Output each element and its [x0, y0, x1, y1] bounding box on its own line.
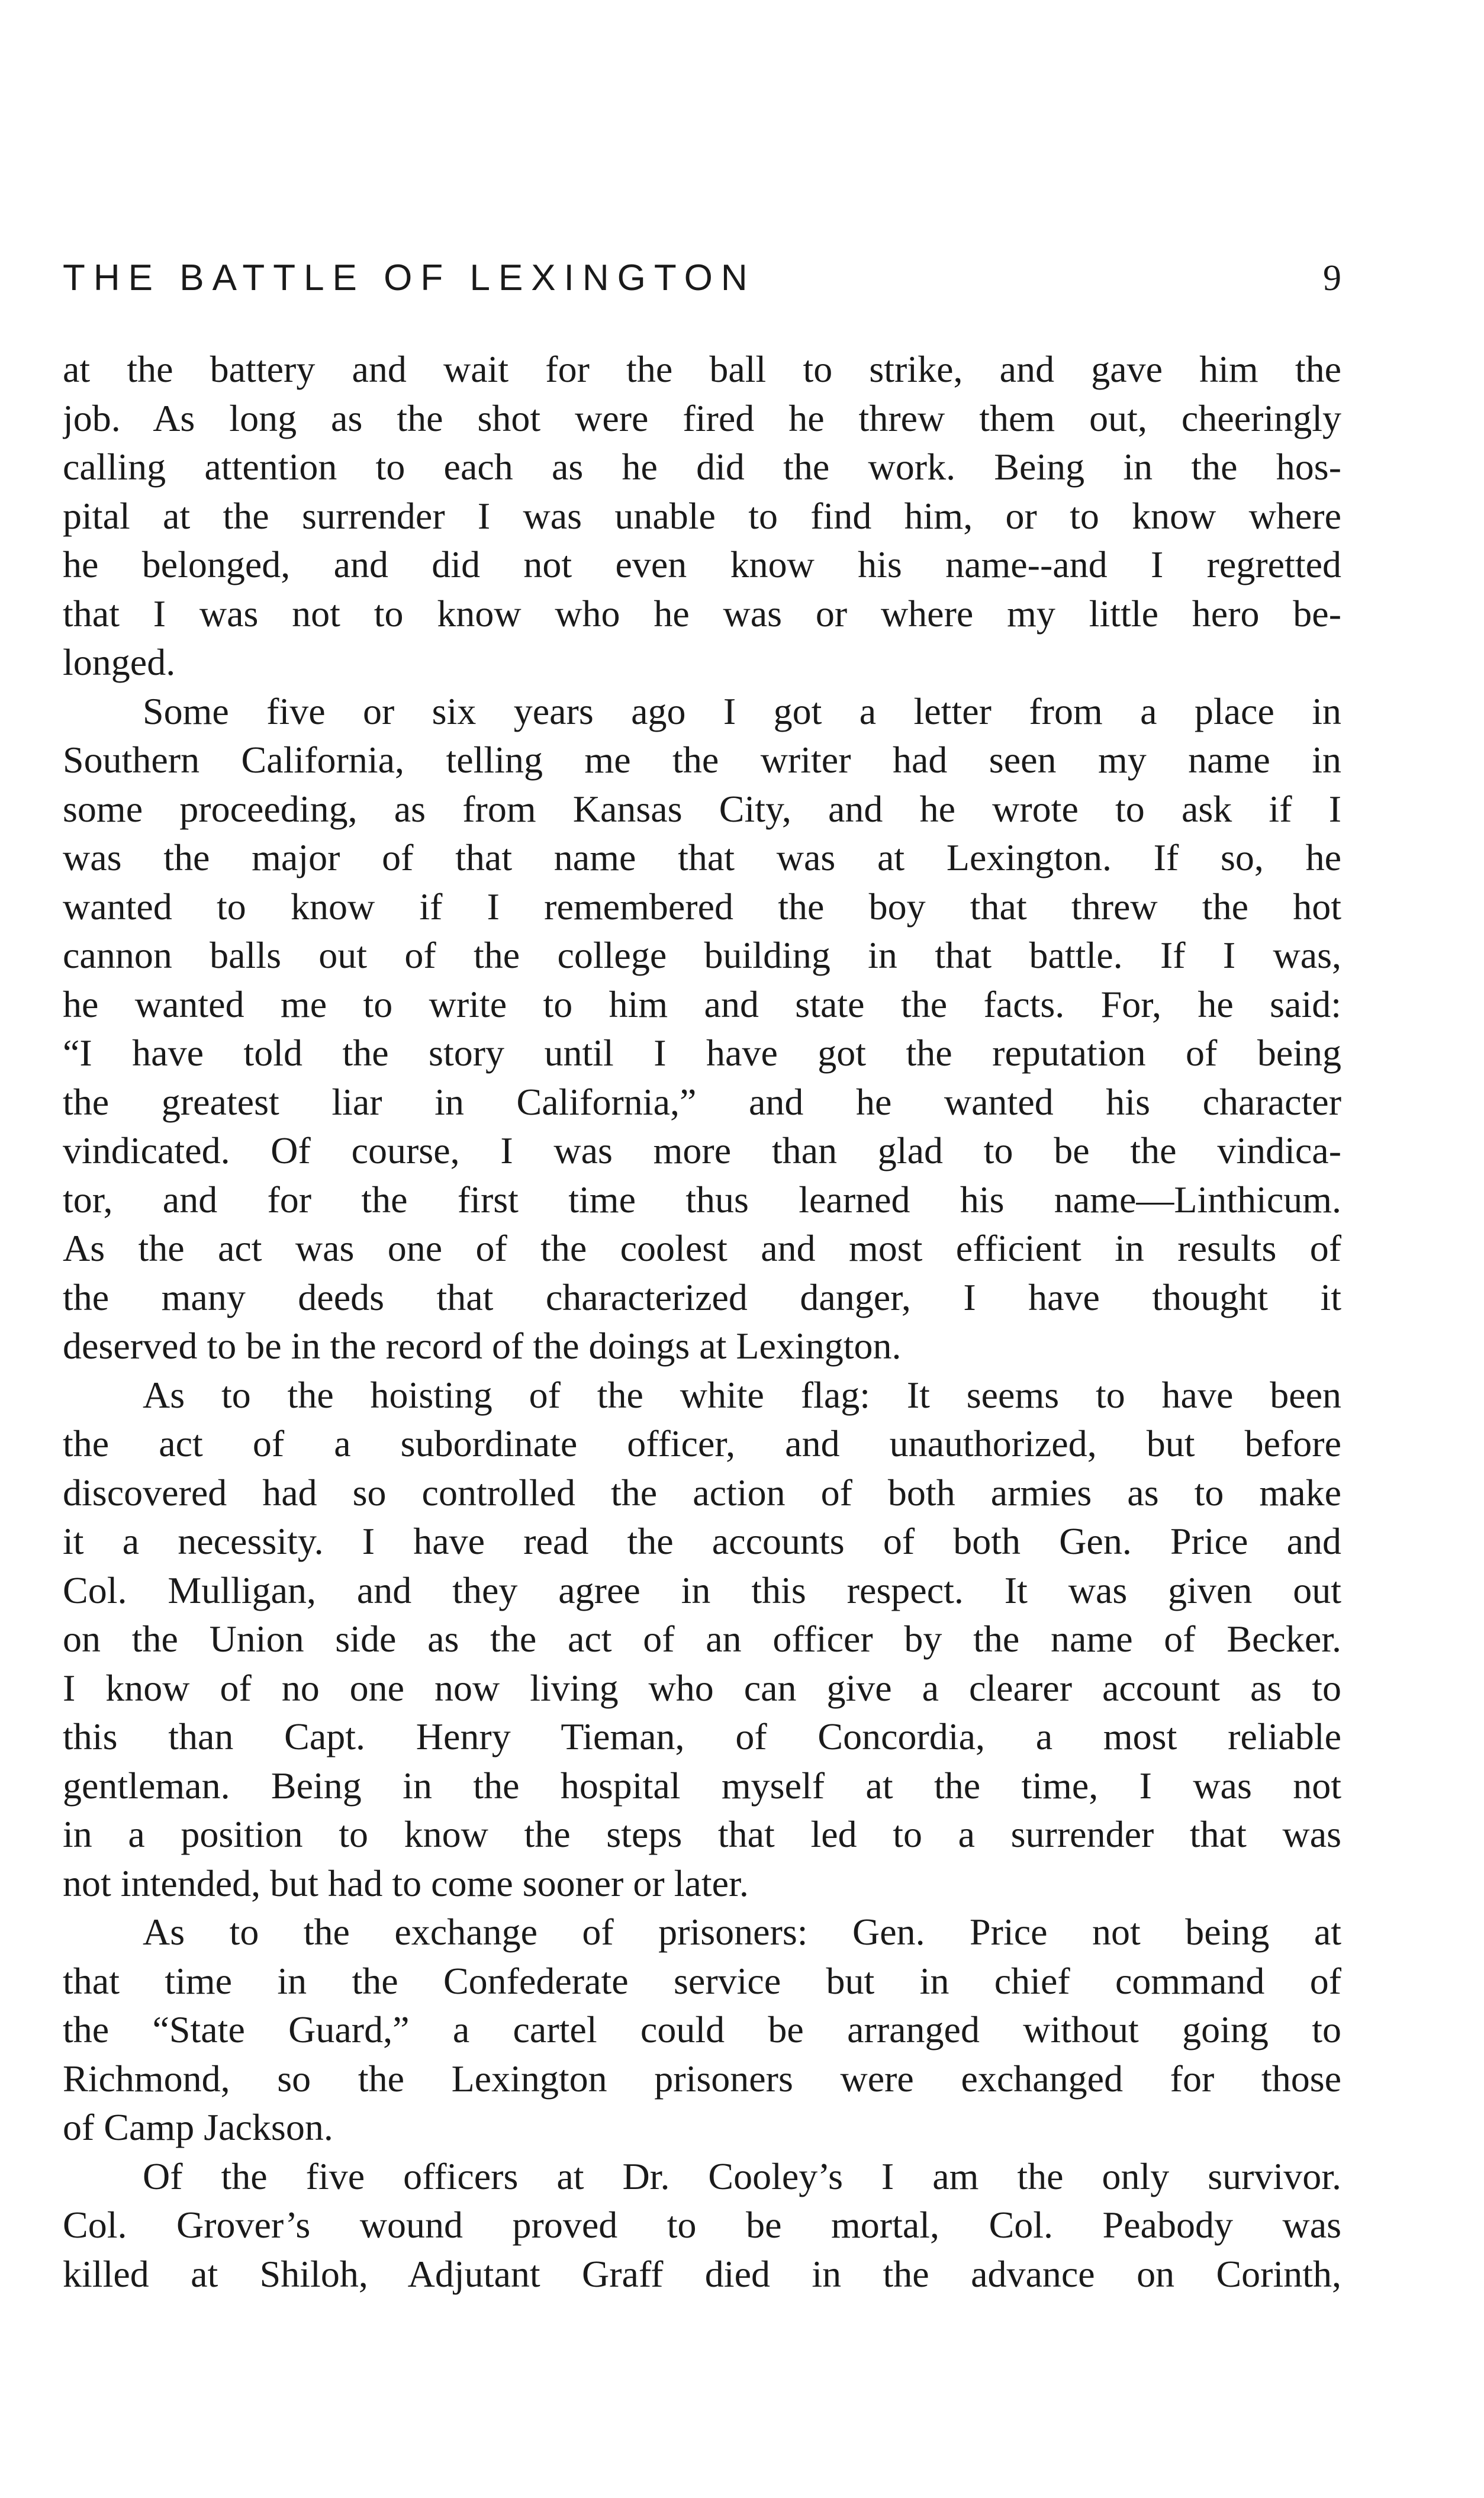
- text-line: job. As long as the shot were fired he threw them out, cheeringly: [63, 397, 1341, 439]
- text-line: Col. Mulligan, and they agree in this respect. It was given out: [63, 1569, 1341, 1611]
- text-line: that I was not to know who he was or where my little hero be-: [63, 592, 1341, 635]
- text-line: was the major of that name that was at Lexington. If so, he: [63, 836, 1341, 878]
- text-line: that time in the Confederate service but in chief command of: [63, 1959, 1341, 2002]
- text-line: not intended, but had to come sooner or later.: [63, 1862, 749, 1904]
- text-line: the “State Guard,” a cartel could be arranged without going to: [63, 2008, 1341, 2050]
- text-line: As to the exchange of prisoners: Gen. Price not being at: [143, 1911, 1341, 1953]
- text-line: it a necessity. I have read the accounts of both Gen. Price and: [63, 1520, 1341, 1562]
- text-line: the greatest liar in California,” and he wanted his character: [63, 1080, 1341, 1123]
- text-line: As to the hoisting of the white flag: It seems to have been: [143, 1373, 1341, 1416]
- text-line: pital at the surrender I was unable to find him, or to know where: [63, 494, 1341, 537]
- text-line: this than Capt. Henry Tieman, of Concordia, a most reliable: [63, 1715, 1341, 1757]
- text-line: some proceeding, as from Kansas City, and he wrote to ask if I: [63, 787, 1341, 830]
- text-line: I know of no one now living who can give a clearer account as to: [63, 1666, 1341, 1709]
- text-line: the many deeds that characterized danger, I have thought it: [63, 1276, 1341, 1318]
- text-line: “I have told the story until I have got the reputation of being: [63, 1032, 1341, 1074]
- text-line: discovered had so controlled the action of both armies as to make: [63, 1471, 1341, 1514]
- page-number: 9: [1323, 258, 1341, 298]
- text-line: Some five or six years ago I got a letter from a place in: [143, 690, 1341, 732]
- text-line: gentleman. Being in the hospital myself at the time, I was not: [63, 1764, 1341, 1807]
- text-line: he belonged, and did not even know his name--and I regretted: [63, 543, 1341, 585]
- running-title: THE BATTLE OF LEXINGTON: [63, 257, 756, 298]
- text-line: at the battery and wait for the ball to strike, and gave him the: [63, 348, 1341, 390]
- text-line: Southern California, telling me the writer had seen my name in: [63, 739, 1341, 781]
- text-line: Col. Grover’s wound proved to be mortal, Col. Peabody was: [63, 2204, 1341, 2246]
- text-line: deserved to be in the record of the doings at Lexington.: [63, 1325, 902, 1367]
- text-line: Richmond, so the Lexington prisoners were exchanged for those: [63, 2057, 1341, 2100]
- text-line: in a position to know the steps that led to a surrender that was: [63, 1813, 1341, 1855]
- text-line: wanted to know if I remembered the boy that threw the hot: [63, 885, 1341, 928]
- text-line: calling attention to each as he did the work. Being in the hos-: [63, 446, 1341, 488]
- text-line: on the Union side as the act of an officer by the name of Becker.: [63, 1618, 1341, 1660]
- text-line: killed at Shiloh, Adjutant Graff died in the advance on Corinth,: [63, 2252, 1341, 2295]
- text-line: longed.: [63, 641, 176, 683]
- text-line: Of the five officers at Dr. Cooley’s I am the only survivor.: [143, 2155, 1341, 2197]
- text-line: tor, and for the first time thus learned his name—Linthicum.: [63, 1178, 1341, 1221]
- text-line: cannon balls out of the college building in that battle. If I was,: [63, 934, 1341, 976]
- text-line: As the act was one of the coolest and most efficient in results of: [63, 1227, 1341, 1269]
- running-head: [63, 252, 1341, 305]
- text-line: of Camp Jackson.: [63, 2106, 333, 2148]
- text-line: the act of a subordinate officer, and unauthorized, but before: [63, 1422, 1341, 1464]
- body-text: [63, 345, 1341, 2299]
- text-line: he wanted me to write to him and state the facts. For, he said:: [63, 983, 1341, 1025]
- text-line: vindicated. Of course, I was more than glad to be the vindica-: [63, 1129, 1341, 1171]
